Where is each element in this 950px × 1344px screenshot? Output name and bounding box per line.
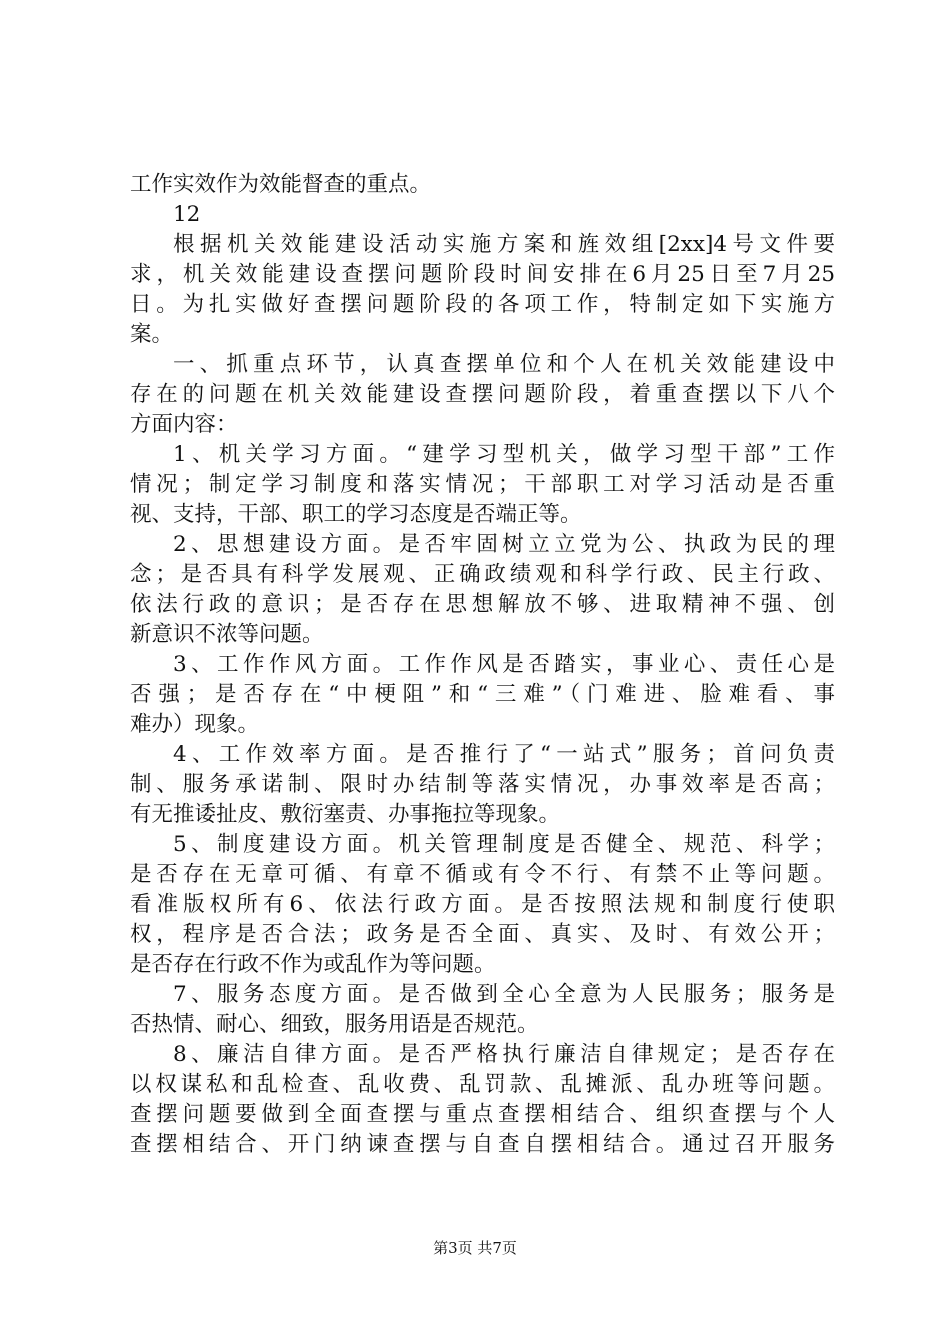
text-line: 权，程序是否合法；政务是否全面、真实、及时、有效公开； [130,922,835,947]
text-line: 求，机关效能建设查摆问题阶段时间安排在6月25日至7月25 [130,262,835,287]
text-line: 制、服务承诺制、限时办结制等落实情况，办事效率是否高； [130,772,835,797]
document-body [130,170,835,1160]
text-line: 5、制度建设方面。机关管理制度是否健全、规范、科学； [173,832,835,857]
text-line: 是否存在行政不作为或乱作为等问题。 [130,952,496,977]
page-footer: 第3页 共7页 [433,1239,517,1257]
text-line: 看准版权所有6、依法行政方面。是否按照法规和制度行使职 [130,892,835,917]
text-line: 查摆问题要做到全面查摆与重点查摆相结合、组织查摆与个人 [130,1102,835,1127]
text-line: 难办）现象。 [130,712,260,737]
text-line: 查摆相结合、开门纳谏查摆与自查自摆相结合。通过召开服务 [130,1132,835,1157]
text-line: 视、支持，干部、职工的学习态度是否端正等。 [130,502,582,527]
text-line: 案。 [130,322,174,347]
text-line: 依法行政的意识；是否存在思想解放不够、进取精神不强、创 [130,592,835,617]
text-line: 1、机关学习方面。“建学习型机关，做学习型干部”工作 [173,442,835,467]
text-line: 新意识不浓等问题。 [130,622,324,647]
text-line: 是否存在无章可循、有章不循或有令不行、有禁不止等问题。 [130,862,835,887]
text-line: 根据机关效能建设活动实施方案和旌效组[2xx]4号文件要 [173,232,835,257]
text-line: 8、廉洁自律方面。是否严格执行廉洁自律规定；是否存在 [173,1042,835,1067]
text-line: 工作实效作为效能督查的重点。 [130,172,432,197]
text-line: 4、工作效率方面。是否推行了“一站式”服务；首问负责 [173,742,835,767]
text-line: 否热情、耐心、细致，服务用语是否规范。 [130,1012,539,1037]
text-line: 2、思想建设方面。是否牢固树立立党为公、执政为民的理 [173,532,835,557]
text-line: 3、工作作风方面。工作作风是否踏实，事业心、责任心是 [173,652,835,677]
text-line: 日。为扎实做好查摆问题阶段的各项工作，特制定如下实施方 [130,292,835,317]
text-line: 以权谋私和乱检查、乱收费、乱罚款、乱摊派、乱办班等问题。 [130,1072,835,1097]
text-line: 方面内容： [130,412,238,437]
text-line: 12 [173,202,201,227]
text-line: 有无推诿扯皮、敷衍塞责、办事拖拉等现象。 [130,802,561,827]
text-line: 情况；制定学习制度和落实情况；干部职工对学习活动是否重 [130,472,835,497]
text-line: 存在的问题在机关效能建设查摆问题阶段，着重查摆以下八个 [130,382,835,407]
text-line: 否强；是否存在“中梗阻”和“三难”（门难进、脸难看、事 [130,682,835,707]
text-line: 一、抓重点环节，认真查摆单位和个人在机关效能建设中 [173,352,835,377]
text-line: 念；是否具有科学发展观、正确政绩观和科学行政、民主行政、 [130,562,835,587]
text-line: 7、服务态度方面。是否做到全心全意为人民服务；服务是 [173,982,835,1007]
